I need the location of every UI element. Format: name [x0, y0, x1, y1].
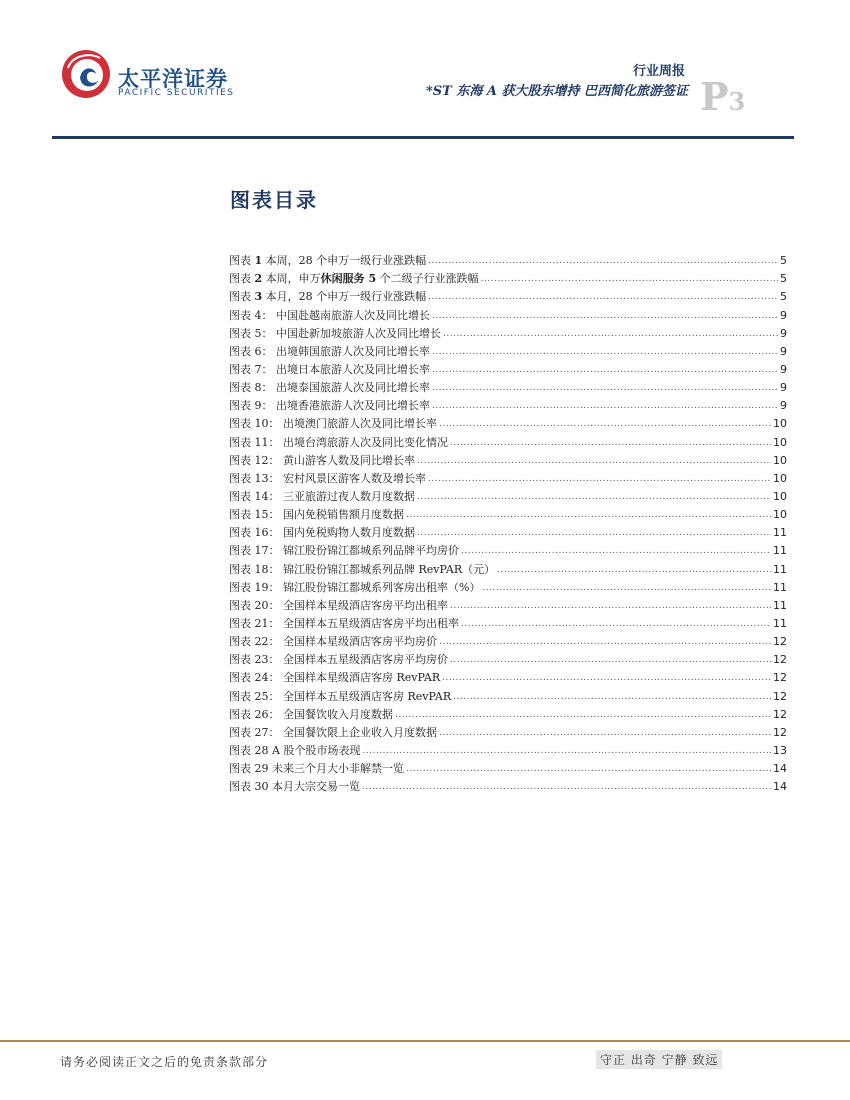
toc-entry-prefix: 图表	[229, 653, 255, 667]
toc-entry-text: 本周，28 个申万一级行业涨跌幅	[265, 254, 427, 268]
toc-leader-dots	[428, 289, 778, 304]
toc-entry-number: 28	[254, 743, 269, 757]
toc-entry-number: 20	[254, 598, 269, 612]
toc-entry-page: 9	[780, 326, 787, 340]
toc-entry-prefix: 图表	[229, 435, 255, 449]
toc-entry-title	[229, 599, 448, 613]
toc-entry[interactable]	[229, 450, 787, 468]
toc-entry-prefix: 图表	[229, 399, 255, 413]
toc-entry-page: 9	[780, 381, 787, 395]
toc-entry-page: 10	[773, 435, 787, 449]
toc-entry-title	[229, 254, 426, 268]
toc-entry-number: 13	[254, 471, 269, 485]
toc-entry-prefix: 图表	[229, 780, 255, 794]
toc-entry-page: 11	[773, 580, 787, 594]
toc-entry[interactable]	[229, 486, 787, 504]
toc-entry[interactable]	[229, 377, 787, 395]
toc-entry-text: 本月，28 个申万一级行业涨跌幅	[265, 290, 427, 304]
toc-entry-prefix: 图表	[229, 544, 255, 558]
toc-entry-number: 18	[254, 562, 269, 576]
toc-entry-number: 21	[254, 616, 269, 630]
toc-leader-dots	[406, 507, 771, 522]
toc-entry[interactable]	[229, 395, 787, 413]
toc-entry[interactable]	[229, 468, 787, 486]
toc-entry-prefix: 图表	[229, 362, 255, 376]
toc-entry-title	[229, 472, 426, 486]
toc-entry-prefix: 图表	[229, 453, 255, 467]
toc-entry-prefix: 图表	[229, 616, 255, 630]
toc-entry-separator: ：	[268, 635, 283, 649]
toc-entry-title	[229, 744, 360, 758]
toc-entry-title	[229, 581, 480, 595]
toc-entry-title	[229, 363, 430, 377]
toc-entry-separator: ：	[268, 598, 283, 612]
toc-entry-prefix: 图表	[229, 580, 255, 594]
toc-entry[interactable]	[229, 631, 787, 649]
toc-entry-number: 1	[254, 254, 263, 268]
toc-entry[interactable]	[229, 413, 787, 431]
toc-entry-prefix: 图表	[229, 689, 255, 703]
toc-entry-prefix: 图表	[229, 381, 255, 395]
toc-entry-title	[229, 635, 437, 649]
toc-entry-title	[229, 454, 415, 468]
toc-entry-prefix: 图表	[229, 272, 255, 286]
toc-entry-title	[229, 417, 437, 431]
toc-entry-title	[229, 762, 404, 776]
toc-entry-separator: ：	[261, 326, 276, 340]
toc-entry-number: 12	[254, 453, 269, 467]
toc-leader-dots	[461, 616, 771, 631]
toc-entry-text: 出境台湾旅游人次及同比变化情况	[283, 435, 448, 449]
toc-entry-text: 本月大宗交易一览	[272, 780, 360, 794]
toc-entry-prefix: 图表	[229, 725, 255, 739]
toc-entry-prefix: 图表	[229, 254, 255, 268]
toc-entry[interactable]	[229, 722, 787, 740]
toc-leader-dots	[481, 271, 778, 286]
toc-entry-title	[229, 653, 448, 667]
toc-entry-separator: ：	[268, 435, 283, 449]
toc-entry[interactable]	[229, 649, 787, 667]
toc-leader-dots	[432, 362, 778, 377]
toc-entry[interactable]	[229, 323, 787, 341]
toc-entry-separator: ：	[268, 580, 283, 594]
toc-entry-number: 9	[254, 399, 262, 413]
toc-leader-dots	[362, 743, 771, 758]
toc-entry-page: 11	[773, 598, 787, 612]
page-number-mark	[700, 74, 745, 119]
toc-entry-text: 锦江股份锦江都城系列品牌平均房价	[283, 544, 459, 558]
company-motto: 守正 出奇 宁静 致远	[596, 1050, 722, 1069]
toc-entry[interactable]	[229, 286, 787, 304]
toc-entry-title	[229, 345, 430, 359]
toc-entry-number: 25	[254, 689, 269, 703]
toc-entry-number: 14	[254, 489, 269, 503]
toc-entry-separator: ：	[268, 671, 283, 685]
toc-entry[interactable]	[229, 577, 787, 595]
toc-entry-prefix: 图表	[229, 707, 255, 721]
toc-leader-dots	[443, 326, 778, 341]
toc-heading: 图表目录	[230, 188, 318, 212]
toc-leader-dots	[453, 689, 771, 704]
toc-entry-separator: ：	[268, 616, 283, 630]
page-header	[0, 0, 850, 140]
toc-entry-page: 14	[773, 762, 787, 776]
toc-entry-separator: ：	[268, 453, 283, 467]
toc-entry[interactable]	[229, 667, 787, 685]
toc-entry[interactable]	[229, 341, 787, 359]
toc-entry-number: 24	[254, 671, 269, 685]
toc-entry-number: 29	[254, 762, 269, 776]
toc-entry-text-tail: 个二级子行业涨跌幅	[376, 272, 479, 286]
toc-entry[interactable]	[229, 704, 787, 722]
toc-entry-text: 锦江股份锦江都城系列客房出租率（%）	[283, 580, 481, 594]
toc-entry-page: 11	[773, 544, 787, 558]
toc-entry-page: 9	[780, 362, 787, 376]
toc-entry-text: 本周，申万	[265, 272, 321, 286]
toc-leader-dots	[406, 761, 771, 776]
toc-leader-dots	[395, 707, 771, 722]
toc-entry-title	[229, 327, 441, 341]
toc-entry-prefix: 图表	[229, 508, 255, 522]
toc-entry-page: 5	[780, 254, 787, 268]
toc-entry[interactable]	[229, 776, 787, 794]
toc-leader-dots	[461, 543, 771, 558]
toc-entry-text: A 股个股市场表现	[272, 743, 361, 757]
toc-entry-page: 10	[773, 489, 787, 503]
toc-entry-title	[229, 290, 426, 304]
toc-entry-number: 3	[254, 290, 263, 304]
toc-entry-number: 4	[254, 308, 262, 322]
toc-entry-title	[229, 399, 430, 413]
toc-entry-page: 12	[773, 689, 787, 703]
toc-entry-text: 锦江股份锦江都城系列品牌 RevPAR（元）	[283, 562, 496, 576]
toc-entry-text: 全国样本星级酒店客房平均出租率	[283, 598, 448, 612]
toc-entry-separator: ：	[261, 381, 276, 395]
toc-leader-dots	[432, 380, 778, 395]
toc-entry-title	[229, 272, 479, 286]
toc-entry-page: 13	[773, 743, 787, 757]
toc-entry-page: 12	[773, 671, 787, 685]
toc-entry-title	[229, 508, 404, 522]
toc-entry-number: 15	[254, 508, 269, 522]
toc-entry-number: 27	[254, 725, 269, 739]
toc-leader-dots	[482, 580, 771, 595]
toc-leader-dots	[417, 525, 771, 540]
toc-entry-text: 全国餐饮限上企业收入月度数据	[283, 725, 437, 739]
toc-entry-separator: ：	[268, 707, 283, 721]
toc-entry-title	[229, 309, 430, 323]
toc-entry-text: 全国样本星级酒店客房平均房价	[283, 635, 437, 649]
toc-entry-text: 全国样本星级酒店客房 RevPAR	[283, 671, 441, 685]
toc-entry-text: 全国样本五星级酒店客房平均房价	[283, 653, 448, 667]
toc-entry-separator: ：	[268, 417, 283, 431]
toc-entry-title	[229, 381, 430, 395]
toc-entry-text: 全国餐饮收入月度数据	[283, 707, 393, 721]
toc-entry[interactable]	[229, 431, 787, 449]
toc-entry-prefix: 图表	[229, 562, 255, 576]
toc-entry-text: 国内免税购物人数月度数据	[283, 526, 415, 540]
toc-entry[interactable]	[229, 558, 787, 576]
toc-entry-number: 6	[254, 344, 262, 358]
toc-entry-title	[229, 708, 393, 722]
toc-entry-text: 黄山游客人数及同比增长率	[283, 453, 415, 467]
toc-entry-page: 9	[780, 344, 787, 358]
toc-entry-separator: ：	[261, 308, 276, 322]
toc-entry-separator: ：	[268, 508, 283, 522]
toc-entry-title	[229, 671, 440, 685]
toc-leader-dots	[439, 634, 771, 649]
toc-entry-separator: ：	[268, 544, 283, 558]
toc-entry-page: 5	[780, 290, 787, 304]
toc-entry-number: 26	[254, 707, 269, 721]
toc-entry-title	[229, 726, 437, 740]
toc-entry-number: 11	[254, 435, 269, 449]
toc-entry[interactable]	[229, 522, 787, 540]
toc-entry[interactable]	[229, 595, 787, 613]
toc-entry-prefix: 图表	[229, 489, 255, 503]
toc-entry-separator: ：	[261, 399, 276, 413]
toc-entry[interactable]	[229, 304, 787, 322]
toc-entry-separator: ：	[261, 344, 276, 358]
toc-entry-title	[229, 526, 415, 540]
toc-entry[interactable]	[229, 504, 787, 522]
toc-entry-page: 10	[773, 453, 787, 467]
toc-entry-title	[229, 617, 459, 631]
toc-leader-dots	[442, 670, 771, 685]
toc-leader-dots	[432, 308, 778, 323]
toc-leader-dots	[432, 344, 778, 359]
toc-entry-title	[229, 690, 451, 704]
toc-entry-page: 5	[780, 272, 787, 286]
toc-entry-page: 12	[773, 653, 787, 667]
toc-entry-number: 19	[254, 580, 269, 594]
header-divider	[52, 136, 794, 139]
toc-entry-number: 17	[254, 544, 269, 558]
toc-entry-prefix: 图表	[229, 290, 255, 304]
toc-entry-page: 11	[773, 562, 787, 576]
report-title: *ST 东海 A 获大股东增持 巴西简化旅游签证	[425, 84, 688, 99]
toc-entry[interactable]	[229, 359, 787, 377]
toc-leader-dots	[417, 489, 771, 504]
brand-name-cn: 太平洋证券	[118, 67, 228, 91]
toc-entry-page: 11	[773, 616, 787, 630]
disclaimer-note: 请务必阅读正文之后的免责条款部分	[60, 1055, 269, 1069]
toc-entry-number: 23	[254, 653, 269, 667]
toc-entry-title	[229, 563, 495, 577]
toc-entry-text: 全国样本五星级酒店客房平均出租率	[283, 616, 459, 630]
toc-entry-number: 22	[254, 635, 269, 649]
pacific-securities-logo-icon	[60, 48, 112, 100]
toc-entry-separator: ：	[268, 471, 283, 485]
toc-entry-page: 10	[773, 417, 787, 431]
toc-entry-prefix: 图表	[229, 635, 255, 649]
toc-entry-title	[229, 780, 360, 794]
toc-entry-number: 7	[254, 362, 262, 376]
toc-entry-separator: ：	[268, 562, 283, 576]
toc-entry[interactable]	[229, 268, 787, 286]
page-letter: P	[700, 74, 729, 119]
toc-leader-dots	[497, 562, 771, 577]
toc-entry-page: 14	[773, 780, 787, 794]
page-number: 3	[728, 87, 746, 116]
toc-entry-prefix: 图表	[229, 743, 255, 757]
toc-entry-number: 30	[254, 780, 269, 794]
toc-leader-dots	[432, 398, 778, 413]
toc-leader-dots	[428, 471, 771, 486]
toc-entry-page: 12	[773, 725, 787, 739]
toc-leader-dots	[428, 253, 778, 268]
toc-entry-text: 出境韩国旅游人次及同比增长率	[276, 344, 430, 358]
toc-entry-prefix: 图表	[229, 598, 255, 612]
toc-entry-page: 9	[780, 308, 787, 322]
toc-entry-text: 出境香港旅游人次及同比增长率	[276, 399, 430, 413]
toc-leader-dots	[450, 652, 771, 667]
toc-entry[interactable]	[229, 250, 787, 268]
toc-entry-page: 12	[773, 635, 787, 649]
toc-entry-separator: ：	[268, 725, 283, 739]
toc-entry-title	[229, 490, 415, 504]
toc-entry-page: 9	[780, 399, 787, 413]
toc-entry-prefix: 图表	[229, 671, 255, 685]
toc-entry-emphasis: 休闲服务 5	[320, 272, 377, 286]
toc-entry-text: 未来三个月大小非解禁一览	[272, 762, 404, 776]
toc-leader-dots	[362, 779, 771, 794]
toc-entry-prefix: 图表	[229, 471, 255, 485]
toc-entry-number: 8	[254, 381, 262, 395]
toc-entry-prefix: 图表	[229, 762, 255, 776]
toc-entry[interactable]	[229, 740, 787, 758]
report-type: 行业周报	[632, 64, 685, 79]
toc-entry-prefix: 图表	[229, 417, 255, 431]
toc-list	[229, 250, 787, 794]
toc-entry[interactable]	[229, 758, 787, 776]
toc-entry-title	[229, 544, 459, 558]
toc-entry-text: 三亚旅游过夜人数月度数据	[283, 489, 415, 503]
toc-leader-dots	[439, 416, 771, 431]
toc-leader-dots	[450, 435, 771, 450]
toc-entry-number: 2	[254, 272, 263, 286]
toc-leader-dots	[439, 725, 771, 740]
toc-entry-text: 国内免税销售额月度数据	[283, 508, 404, 522]
toc-entry-separator: ：	[268, 689, 283, 703]
toc-entry-text: 宏村风景区游客人数及增长率	[283, 471, 426, 485]
toc-entry-prefix: 图表	[229, 308, 255, 322]
toc-entry-page: 10	[773, 508, 787, 522]
toc-entry[interactable]	[229, 540, 787, 558]
toc-entry-number: 5	[254, 326, 262, 340]
toc-entry-separator: ：	[268, 526, 283, 540]
toc-entry-page: 12	[773, 707, 787, 721]
toc-entry-prefix: 图表	[229, 344, 255, 358]
toc-entry-prefix: 图表	[229, 526, 255, 540]
toc-entry-text: 中国赴新加坡旅游人次及同比增长	[276, 326, 441, 340]
toc-entry-separator: ：	[261, 362, 276, 376]
toc-entry-page: 11	[773, 526, 787, 540]
toc-entry-text: 出境泰国旅游人次及同比增长率	[276, 381, 430, 395]
toc-leader-dots	[450, 598, 771, 613]
toc-entry-number: 16	[254, 526, 269, 540]
toc-entry-number: 10	[254, 417, 269, 431]
toc-entry-separator: ：	[268, 653, 283, 667]
toc-entry-text: 中国赴越南旅游人次及同比增长	[276, 308, 430, 322]
brand-name-en: PACIFIC SECURITIES	[118, 88, 235, 98]
toc-entry[interactable]	[229, 613, 787, 631]
toc-entry-prefix: 图表	[229, 326, 255, 340]
toc-leader-dots	[417, 453, 771, 468]
toc-entry-separator: ：	[268, 489, 283, 503]
toc-entry-text: 出境日本旅游人次及同比增长率	[276, 362, 430, 376]
toc-entry-page: 10	[773, 471, 787, 485]
toc-entry-title	[229, 436, 448, 450]
toc-entry-text: 出境澳门旅游人次及同比增长率	[283, 417, 437, 431]
toc-entry-text: 全国样本五星级酒店客房 RevPAR	[283, 689, 452, 703]
footer-divider	[0, 1040, 850, 1042]
toc-entry[interactable]	[229, 685, 787, 703]
